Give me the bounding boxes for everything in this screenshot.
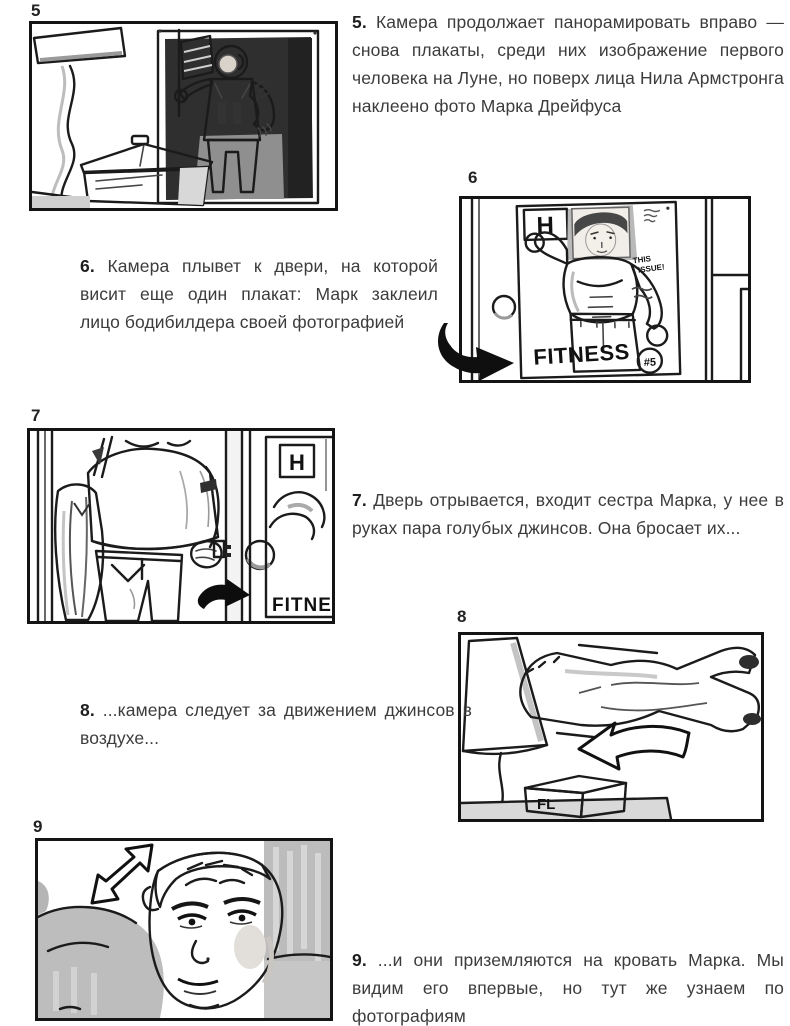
- poster-logo-letter: H: [536, 212, 555, 240]
- caption-9: [352, 946, 784, 1026]
- flying-jeans: [520, 645, 761, 739]
- mark-face: [143, 853, 282, 1009]
- storyboard-frame-9: [35, 838, 333, 1021]
- note-this: THIS: [632, 254, 652, 266]
- lamp: [34, 28, 125, 208]
- panel-number-6: 6: [468, 168, 478, 187]
- caption-6: [80, 252, 438, 336]
- panel-8-artwork: [461, 635, 761, 819]
- caption-7: [352, 486, 784, 542]
- caption-9-number: 9.: [352, 950, 367, 970]
- poster-title-fitness: FITNESS: [532, 338, 631, 370]
- storyboard-frame-8: [458, 632, 764, 822]
- panel-7-artwork: [30, 431, 332, 621]
- poster-arm-sketch: [270, 492, 324, 539]
- pasted-photo-head: [566, 205, 637, 262]
- wall-shading: [264, 841, 330, 1018]
- caption-5-text: Камера продолжает панорамировать вправо — снова плакаты, среди них изображение первого человека на Луне, но поверх лица Нила Армстронга наклеено фото Марка Дрейфуса: [352, 12, 784, 116]
- caption-8-text: ...камера следует за движением джинсов в воздухе...: [80, 700, 473, 748]
- eyebrows: [172, 899, 260, 909]
- note-issue: ISSUE!: [637, 262, 666, 275]
- caption-5: [352, 8, 784, 120]
- panel-5-artwork: [32, 24, 335, 208]
- caption-9-text: ...и они приземляются на кровать Марка. Мы видим его впервые, но тут же узнаем по фотографиям: [352, 950, 784, 1026]
- pan-right-arrow-icon: [436, 317, 520, 383]
- panel-9-artwork: [38, 841, 330, 1018]
- caption-5-number: 5.: [352, 12, 367, 32]
- panel-number-7: 7: [31, 406, 41, 425]
- hand-on-door: [191, 541, 221, 567]
- fitness-poster: [517, 202, 680, 378]
- storyboard-frame-6: [459, 196, 751, 383]
- caption-6-text: Камера плывет к двери, на которой висит еще один плакат: Марк заклеил лицо бодибилдера своей фотографией: [80, 256, 438, 332]
- caption-7-number: 7.: [352, 490, 367, 510]
- open-door-poster: [250, 431, 332, 621]
- storyboard-frame-5: [29, 21, 338, 211]
- panel-number-9: 9: [33, 817, 43, 836]
- storyboard-frame-7: [27, 428, 335, 624]
- caption-8-number: 8.: [80, 700, 95, 720]
- handwritten-notes: [632, 252, 665, 275]
- caption-7-text: Дверь отрывается, входит сестра Марка, у нее в руках пара голубых джинсов. Она бросает их...: [352, 490, 784, 538]
- poster-logo-letter: H: [289, 450, 305, 475]
- box-label: FL: [537, 796, 556, 813]
- caption-6-number: 6.: [80, 256, 95, 276]
- hair-strokes: [186, 861, 252, 885]
- poster-title-partial: FITNE: [272, 595, 332, 616]
- caption-8: [80, 696, 472, 752]
- panel-number-5: 5: [31, 1, 41, 20]
- panel-number-8: 8: [457, 607, 467, 626]
- throw-left-arrow-icon: [579, 723, 689, 769]
- issue-number: #5: [643, 356, 657, 369]
- sister-figure: [55, 437, 221, 621]
